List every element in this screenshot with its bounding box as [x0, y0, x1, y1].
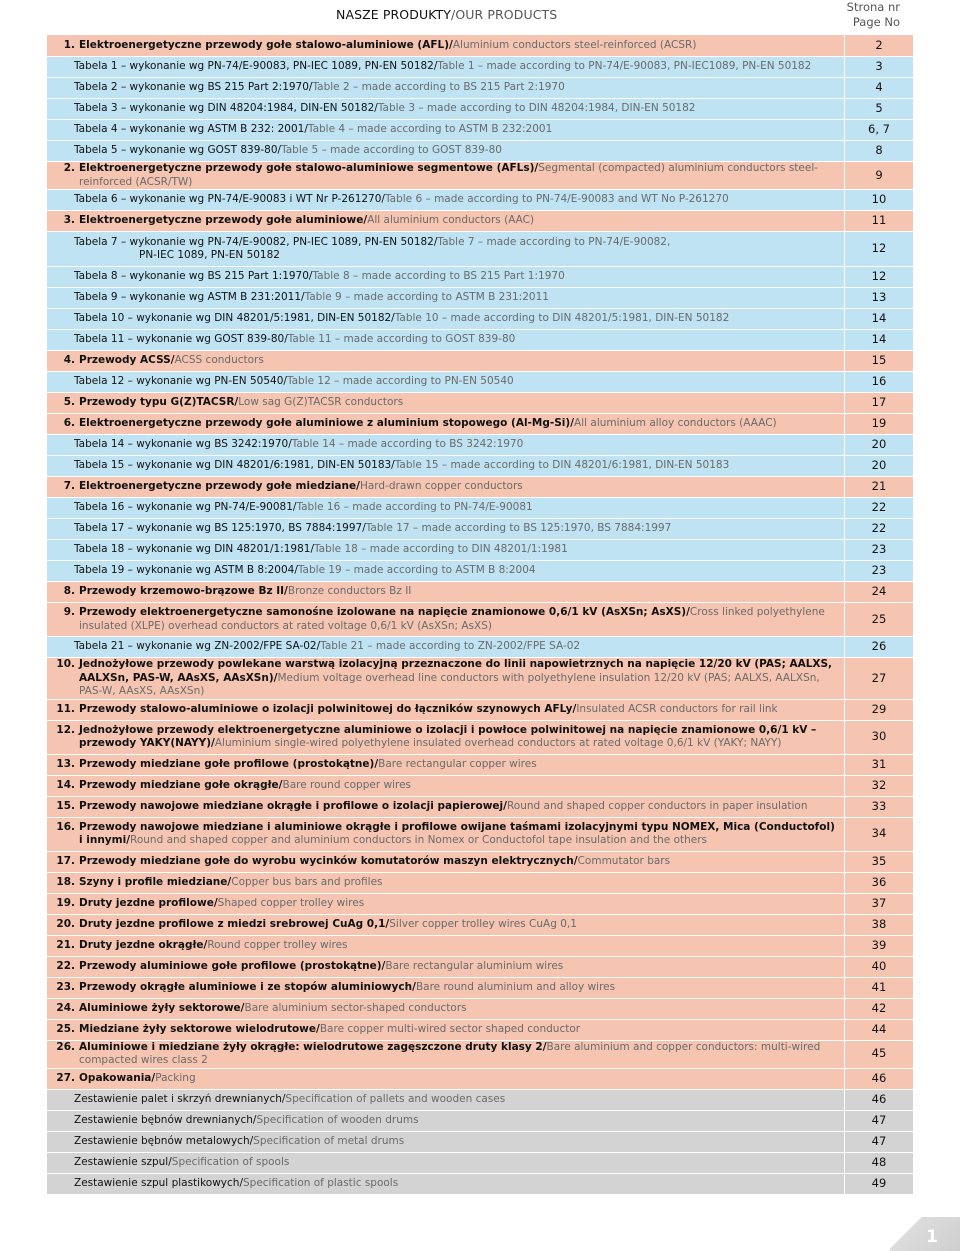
- entry-title-pl: Tabela 5 – wykonanie wg GOST 839-80/: [74, 144, 282, 157]
- entry-title-en: Commutator bars: [577, 854, 671, 867]
- toc-entry-text: [47, 211, 845, 232]
- entry-title-pl: Druty jezdne okrągłe/: [79, 938, 208, 951]
- toc-entry-text: [47, 914, 845, 935]
- entry-title-pl: Zestawienie bębnów drewnianych/: [74, 1113, 257, 1126]
- page-number-cell: 13: [845, 288, 914, 309]
- section-number: 24.: [56, 1001, 75, 1014]
- toc-body: [47, 35, 914, 1195]
- page-number-cell: 45: [845, 1040, 914, 1068]
- entry-title-en: Aluminium conductors steel-reinforced (ACSR): [452, 38, 697, 51]
- toc-entry-text: [47, 435, 845, 456]
- entry-title-pl: Przewody aluminiowe gołe profilowe (prostokątne)/: [79, 959, 386, 972]
- entry-title-en: Copper bus bars and profiles: [231, 875, 383, 888]
- toc-section-row[interactable]: [47, 872, 914, 893]
- entry-title-pl: Szyny i profile miedziane/: [79, 875, 232, 888]
- toc-section-row[interactable]: [47, 211, 914, 232]
- entry-title-pl: Przewody nawojowe miedziane i aluminiowe okrągłe i profilowe owijane taśmami izolacyjnymi typu NOMEX, Mica (Conductofol) i innymi/: [79, 820, 835, 846]
- section-number: 5.: [63, 396, 75, 409]
- toc-section-row[interactable]: [47, 658, 914, 700]
- page-number-cell: 26: [845, 637, 914, 658]
- section-number: 21.: [56, 938, 75, 951]
- page-number-cell: 37: [845, 893, 914, 914]
- toc-table-row[interactable]: [47, 540, 914, 561]
- section-number: 23.: [56, 980, 75, 993]
- toc-entry-text: [47, 603, 845, 637]
- section-number: 26.: [56, 1040, 75, 1053]
- entry-title-en: Table 5 – made according to GOST 839-80: [281, 144, 502, 157]
- toc-section-row[interactable]: [47, 977, 914, 998]
- entry-title-pl: Tabela 15 – wykonanie wg DIN 48201/6:1981, DIN-EN 50183/: [74, 459, 395, 472]
- toc-entry-text: [47, 1068, 845, 1089]
- toc-section-row[interactable]: [47, 893, 914, 914]
- page-number-cell: 46: [845, 1068, 914, 1089]
- entry-title-en: Table 15 – made according to DIN 48201/6:1981, DIN-EN 50183: [394, 459, 730, 472]
- page-number-cell: 6, 7: [845, 120, 914, 141]
- entry-title-en: Table 19 – made according to ASTM B 8:2004: [297, 564, 536, 577]
- entry-title-pl: Zestawienie szpul plastikowych/: [74, 1176, 243, 1189]
- entry-title-pl: Druty jezdne profilowe z miedzi srebrowej CuAg 0,1/: [79, 917, 390, 930]
- footer-page-number: 1: [926, 1227, 938, 1247]
- toc-entry-text: [47, 998, 845, 1019]
- section-number: 15.: [56, 799, 75, 812]
- entry-title-pl: Tabela 14 – wykonanie wg BS 3242:1970/: [74, 438, 292, 451]
- toc-table-row[interactable]: [47, 561, 914, 582]
- toc-entry-text: [47, 120, 845, 141]
- section-number: 9.: [63, 606, 75, 618]
- entry-title-en: Table 6 – made according to PN-74/E-90083 and WT No P-261270: [384, 193, 729, 206]
- entry-title-pl: Przewody elektroenergetyczne samonośne izolowane na napięcie znamionowe 0,6/1 kV (AsXSn; AsXS)/: [79, 606, 690, 618]
- toc-table-row[interactable]: [47, 637, 914, 658]
- toc-section-row[interactable]: [47, 1040, 914, 1068]
- toc-entry-text: [47, 540, 845, 561]
- page-number-cell: 30: [845, 720, 914, 754]
- page-number-header: [847, 0, 900, 30]
- entry-title-pl-continued: PN-IEC 1089, PN-EN 50182: [139, 249, 280, 261]
- page-number-cell: 14: [845, 330, 914, 351]
- toc-entry-text: [47, 498, 845, 519]
- page-number-cell: 23: [845, 540, 914, 561]
- page-number-cell: 4: [845, 78, 914, 99]
- toc-section-row[interactable]: [47, 393, 914, 414]
- toc-packing-row[interactable]: [47, 1152, 914, 1173]
- entry-title-en: Table 10 – made according to DIN 48201/5:1981, DIN-EN 50182: [394, 312, 730, 325]
- toc-entry-text: [47, 267, 845, 288]
- toc-entry-text: [47, 1173, 845, 1194]
- section-number: 14.: [56, 778, 75, 791]
- entry-title-en: Cross linked polyethylene insulated (XLPE) overhead conductors at rated voltage 0,6/1 kV (AsXSn; AsXS): [79, 606, 825, 632]
- entry-title-en: Table 11 – made according to GOST 839-80: [287, 333, 516, 346]
- entry-title-pl: Elektroenergetyczne przewody gołe aluminiowe/: [79, 214, 368, 227]
- page-number-cell: 8: [845, 141, 914, 162]
- section-number: 20.: [56, 917, 75, 930]
- toc-entry-text: [47, 956, 845, 977]
- entry-title-en: Silver copper trolley wires CuAg 0,1: [389, 917, 577, 930]
- toc-entry-text: [47, 754, 845, 775]
- entry-title-en: Table 12 – made according to PN-EN 50540: [286, 375, 514, 388]
- entry-title-pl: Tabela 6 – wykonanie wg PN-74/E-90083 i WT Nr P-261270/: [74, 193, 385, 206]
- page-number-cell: 14: [845, 309, 914, 330]
- toc-entry-text: [47, 309, 845, 330]
- section-number: 25.: [56, 1022, 75, 1035]
- toc-entry-text: [47, 351, 845, 372]
- page-number-cell: 31: [845, 754, 914, 775]
- toc-packing-row[interactable]: [47, 1110, 914, 1131]
- entry-title-en: Hard-drawn copper conductors: [359, 480, 523, 493]
- entry-title-pl: Tabela 16 – wykonanie wg PN-74/E-90081/: [74, 501, 297, 514]
- page-number-cell: 2: [845, 35, 914, 57]
- entry-title-en: Table 8 – made according to BS 215 Part 1:1970: [312, 270, 565, 283]
- toc-entry-text: [47, 561, 845, 582]
- entry-title-pl: Tabela 3 – wykonanie wg DIN 48204:1984, DIN-EN 50182/: [74, 102, 378, 115]
- entry-title-en: Bare copper multi-wired sector shaped conductor: [319, 1022, 581, 1035]
- toc-entry-text: [47, 232, 845, 267]
- page-number-cell: 22: [845, 498, 914, 519]
- page-number-cell: 20: [845, 435, 914, 456]
- entry-title-en: Segmental (compacted) aluminium conductors steel-reinforced (ACSR/TW): [79, 162, 819, 188]
- entry-title-pl: Zestawienie bębnów metalowych/: [74, 1134, 254, 1147]
- section-number: 6.: [63, 417, 75, 430]
- page-number-cell: 27: [845, 658, 914, 700]
- toc-section-row[interactable]: [47, 935, 914, 956]
- toc-section-row[interactable]: [47, 956, 914, 977]
- page-corner-decoration: [890, 1217, 960, 1251]
- toc-packing-row[interactable]: [47, 1089, 914, 1110]
- toc-table-row[interactable]: [47, 330, 914, 351]
- entry-title-en: Specification of pallets and wooden cases: [285, 1092, 506, 1105]
- entry-title-en: Shaped copper trolley wires: [217, 896, 365, 909]
- entry-title-pl: Tabela 9 – wykonanie wg ASTM B 231:2011/: [74, 291, 305, 304]
- entry-title-en: Packing: [155, 1071, 196, 1084]
- toc-entry-text: [47, 99, 845, 120]
- page-header-title: [336, 7, 557, 22]
- entry-title-pl: Przewody typu G(Z)TACSR/: [79, 396, 239, 409]
- section-number: 27.: [56, 1071, 75, 1084]
- entry-title-en: Bare aluminium sector-shaped conductors: [244, 1001, 467, 1014]
- entry-title-pl: Elektroenergetyczne przewody gołe stalowo-aluminiowe (AFL)/: [79, 38, 453, 51]
- entry-title-pl: Tabela 19 – wykonanie wg ASTM B 8:2004/: [74, 564, 298, 577]
- entry-title-en: Bronze conductors Bz II: [287, 585, 412, 598]
- section-number: 12.: [56, 723, 75, 736]
- section-number: 10.: [56, 658, 75, 670]
- page-number-cell: 5: [845, 99, 914, 120]
- toc-entry-text: [47, 519, 845, 540]
- toc-entry-text: [47, 372, 845, 393]
- toc-entry-text: [47, 1019, 845, 1040]
- entry-title-en: Bare rectangular copper wires: [378, 757, 537, 770]
- entry-title-en: Aluminium single-wired polyethylene insulated overhead conductors at rated voltage 0,6/1 kV (YAKY; NAYY): [214, 737, 782, 749]
- entry-title-en: Table 18 – made according to DIN 48201/1:1981: [313, 543, 568, 556]
- toc-entry-text: [47, 393, 845, 414]
- toc-entry-text: [47, 162, 845, 190]
- toc-section-row[interactable]: [47, 914, 914, 935]
- entry-title-en: ACSS conductors: [174, 354, 264, 367]
- toc-entry-text: [47, 796, 845, 817]
- toc-entry-text: [47, 775, 845, 796]
- toc-entry-text: [47, 977, 845, 998]
- entry-title-en: Specification of wooden drums: [256, 1113, 419, 1126]
- page-number-cell: 32: [845, 775, 914, 796]
- section-number: 19.: [56, 896, 75, 909]
- page-number-cell: 35: [845, 851, 914, 872]
- toc-packing-row[interactable]: [47, 1131, 914, 1152]
- toc-section-row[interactable]: [47, 754, 914, 775]
- entry-title-en: Specification of plastic spools: [242, 1176, 399, 1189]
- entry-title-pl: Tabela 18 – wykonanie wg DIN 48201/1:1981/: [74, 543, 314, 556]
- toc-section-row[interactable]: [47, 351, 914, 372]
- entry-title-pl: Druty jezdne profilowe/: [79, 896, 218, 909]
- entry-title-en: Table 16 – made according to PN-74/E-90081: [296, 501, 533, 514]
- page-number-cell: 12: [845, 232, 914, 267]
- toc-entry-text: [47, 78, 845, 99]
- toc-entry-text: [47, 1089, 845, 1110]
- page-number-cell: 39: [845, 935, 914, 956]
- toc-entry-text: [47, 872, 845, 893]
- page-number-cell: 48: [845, 1152, 914, 1173]
- entry-title-en: Low sag G(Z)TACSR conductors: [238, 396, 404, 409]
- page-number-cell: 23: [845, 561, 914, 582]
- page-number-cell: 46: [845, 1089, 914, 1110]
- section-number: 7.: [63, 480, 75, 493]
- entry-title-pl: Elektroenergetyczne przewody gołe aluminiowe z aluminium stopowego (Al-Mg-Si)/: [79, 417, 575, 430]
- entry-title-en: All aluminium alloy conductors (AAAC): [574, 417, 777, 430]
- toc-table-row[interactable]: [47, 519, 914, 540]
- header-title-en: OUR PRODUCTS: [455, 7, 558, 22]
- page-number-cell: 47: [845, 1110, 914, 1131]
- entry-title-pl: Tabela 21 – wykonanie wg ZN-2002/FPE SA-02/: [74, 640, 321, 653]
- section-number: 13.: [56, 757, 75, 770]
- toc-packing-row[interactable]: [47, 1173, 914, 1194]
- entry-title-pl: Przewody nawojowe miedziane okrągłe i profilowe o izolacji papierowej/: [79, 799, 507, 812]
- entry-title-en: Table 4 – made according to ASTM B 232:2001: [307, 123, 553, 136]
- page-number-cell: 41: [845, 977, 914, 998]
- entry-title-en: Table 3 – made according to DIN 48204:1984, DIN-EN 50182: [377, 102, 696, 115]
- entry-title-pl: Tabela 8 – wykonanie wg BS 215 Part 1:1970/: [74, 270, 313, 283]
- toc-section-row[interactable]: [47, 414, 914, 435]
- page-number-cell: 36: [845, 872, 914, 893]
- entry-title-pl: Tabela 4 – wykonanie wg ASTM B 232: 2001/: [74, 123, 308, 136]
- toc-entry-text: [47, 456, 845, 477]
- section-number: 8.: [63, 585, 75, 598]
- page-number-cell: 49: [845, 1173, 914, 1194]
- toc-section-row[interactable]: [47, 851, 914, 872]
- entry-title-en: Round copper trolley wires: [207, 938, 348, 951]
- page-number-cell: 10: [845, 190, 914, 211]
- entry-title-pl: Zestawienie palet i skrzyń drewnianych/: [74, 1092, 286, 1105]
- page-number-cell: 16: [845, 372, 914, 393]
- page-number-cell: 25: [845, 603, 914, 637]
- toc-entry-text: [47, 141, 845, 162]
- page-number-cell: 24: [845, 582, 914, 603]
- entry-title-en: Bare aluminium and copper conductors: multi-wired compacted wires class 2: [79, 1040, 821, 1066]
- entry-title-en: Specification of spools: [171, 1155, 290, 1168]
- toc-table-row[interactable]: [47, 372, 914, 393]
- section-number: 2.: [63, 162, 75, 174]
- entry-title-en: Medium voltage overhead line conductors with polyethylene insulation 12/20 kV (PAS; AALXS, AALXSn, PAS-W, AAsXS, AAsXSn): [79, 671, 820, 697]
- toc-entry-text: [47, 190, 845, 211]
- toc-section-row[interactable]: [47, 603, 914, 637]
- section-number: 4.: [63, 354, 75, 367]
- entry-title-en: Table 21 – made according to ZN-2002/FPE SA-02: [320, 640, 581, 653]
- toc-entry-text: [47, 720, 845, 754]
- page-number-cell: 9: [845, 162, 914, 190]
- toc-entry-text: [47, 1131, 845, 1152]
- page-label-pl: Strona nr: [846, 0, 900, 14]
- toc-table-row[interactable]: [47, 232, 914, 267]
- toc-section-row[interactable]: [47, 775, 914, 796]
- toc-section-row[interactable]: [47, 35, 914, 57]
- entry-title-en: Table 2 – made according to BS 215 Part 2:1970: [312, 81, 565, 94]
- toc-table-row[interactable]: [47, 456, 914, 477]
- entry-title-en: Table 7 – made according to PN-74/E-90082,: [437, 235, 671, 248]
- entry-title-pl: Przewody miedziane gołe profilowe (prostokątne)/: [79, 757, 379, 770]
- toc-table-row[interactable]: [47, 141, 914, 162]
- entry-title-en: Table 9 – made according to ASTM B 231:2011: [304, 291, 549, 304]
- toc-section-row[interactable]: [47, 720, 914, 754]
- entry-title-pl: Elektroenergetyczne przewody gołe stalowo-aluminiowe segmentowe (AFLs)/: [79, 162, 539, 174]
- toc-entry-text: [47, 637, 845, 658]
- toc-section-row[interactable]: [47, 699, 914, 720]
- toc-entry-text: [47, 893, 845, 914]
- toc-entry-text: [47, 935, 845, 956]
- toc-table-row[interactable]: [47, 99, 914, 120]
- entry-title-pl: Przewody ACSS/: [79, 354, 175, 367]
- toc-table-row[interactable]: [47, 288, 914, 309]
- entry-title-en: All aluminium conductors (AAC): [367, 214, 535, 227]
- toc-section-row[interactable]: [47, 998, 914, 1019]
- entry-title-pl: Zestawienie szpul/: [74, 1155, 172, 1168]
- page-number-cell: 33: [845, 796, 914, 817]
- page-number-cell: 20: [845, 456, 914, 477]
- toc-entry-text: [47, 414, 845, 435]
- entry-title-pl: Przewody krzemowo-brązowe Bz II/: [79, 585, 288, 598]
- entry-title-pl: Przewody stalowo-aluminiowe o izolacji polwinitowej do łączników szynowych AFLy/: [79, 702, 577, 715]
- entry-title-pl: Przewody miedziane gołe do wyrobu wycinków komutatorów maszyn elektrycznych/: [79, 854, 578, 867]
- toc-entry-text: [47, 288, 845, 309]
- toc-entry-text: [47, 35, 845, 57]
- entry-title-pl: Tabela 2 – wykonanie wg BS 215 Part 2:1970/: [74, 81, 313, 94]
- entry-title-pl: Aluminiowe i miedziane żyły okrągłe: wielodrutowe zagęszczone druty klasy 2/: [79, 1040, 547, 1053]
- page-number-cell: 21: [845, 477, 914, 498]
- page-number-cell: 38: [845, 914, 914, 935]
- entry-title-pl: Opakowania/: [79, 1071, 156, 1084]
- entry-title-en: Round and shaped copper conductors in paper insulation: [506, 799, 808, 812]
- entry-title-en: Insulated ACSR conductors for rail link: [576, 702, 778, 715]
- entry-title-pl: Przewody okrągłe aluminiowe i ze stopów aluminiowych/: [79, 980, 416, 993]
- section-number: 17.: [56, 854, 75, 867]
- header-title-pl: NASZE PRODUKTY: [336, 7, 452, 22]
- toc-table-row[interactable]: [47, 120, 914, 141]
- toc-entry-text: [47, 851, 845, 872]
- entry-title-en: Round and shaped copper and aluminium conductors in Nomex or Conductofol tape insulation and the others: [130, 834, 708, 846]
- page-number-cell: 42: [845, 998, 914, 1019]
- entry-title-pl: Tabela 11 – wykonanie wg GOST 839-80/: [74, 333, 288, 346]
- page-number-cell: 40: [845, 956, 914, 977]
- page-number-cell: 47: [845, 1131, 914, 1152]
- page-number-cell: 29: [845, 699, 914, 720]
- entry-title-pl: Jednożyłowe przewody powlekane warstwą izolacyjną przeznaczone do linii napowietrznych na napięcie 12/20 kV (PAS; AALXS, AALXSn, PAS-W, AAsXS, AAsXSn)/: [79, 658, 833, 684]
- toc-entry-text: [47, 330, 845, 351]
- toc-entry-text: [47, 57, 845, 78]
- section-number: 1.: [63, 38, 75, 51]
- toc-section-row[interactable]: [47, 1068, 914, 1089]
- entry-title-pl: Miedziane żyły sektorowe wielodrutowe/: [79, 1022, 320, 1035]
- toc-entry-text: [47, 658, 845, 700]
- toc-table-row[interactable]: [47, 57, 914, 78]
- section-number: 22.: [56, 959, 75, 972]
- toc-section-row[interactable]: [47, 796, 914, 817]
- toc-table-row[interactable]: [47, 435, 914, 456]
- toc-entry-text: [47, 477, 845, 498]
- section-number: 11.: [56, 702, 75, 715]
- toc-entry-text: [47, 1152, 845, 1173]
- entry-title-pl: Tabela 12 – wykonanie wg PN-EN 50540/: [74, 375, 287, 388]
- page-number-cell: 15: [845, 351, 914, 372]
- toc-entry-text: [47, 582, 845, 603]
- table-of-contents: [46, 34, 914, 1195]
- section-number: 16.: [56, 820, 75, 833]
- page-label-en: Page No: [852, 15, 900, 29]
- toc-section-row[interactable]: [47, 1019, 914, 1040]
- page-number-cell: 17: [845, 393, 914, 414]
- toc-table-row[interactable]: [47, 190, 914, 211]
- entry-title-en: Bare rectangular aluminium wires: [385, 959, 564, 972]
- section-number: 18.: [56, 875, 75, 888]
- entry-title-pl: Tabela 17 – wykonanie wg BS 125:1970, BS 7884:1997/: [74, 522, 366, 535]
- entry-title-pl: Tabela 10 – wykonanie wg DIN 48201/5:1981, DIN-EN 50182/: [74, 312, 395, 325]
- header-title-separator: /: [451, 7, 456, 22]
- entry-title-en: Bare round aluminium and alloy wires: [415, 980, 616, 993]
- entry-title-pl: Tabela 1 – wykonanie wg PN-74/E-90083, PN-IEC 1089, PN-EN 50182/: [74, 60, 438, 73]
- entry-title-pl: Jednożyłowe przewody elektroenergetyczne aluminiowe o izolacji i powłoce polwinitowej na napięcie znamionowe 0,6/1 kV – przewody YAKY(NAYY)/: [79, 723, 817, 749]
- entry-title-en: Table 14 – made according to BS 3242:1970: [291, 438, 524, 451]
- page-number-cell: 19: [845, 414, 914, 435]
- page-number-cell: 44: [845, 1019, 914, 1040]
- toc-section-row[interactable]: [47, 477, 914, 498]
- section-number: 3.: [63, 214, 75, 227]
- toc-table-row[interactable]: [47, 498, 914, 519]
- toc-entry-text: [47, 817, 845, 851]
- toc-section-row[interactable]: [47, 162, 914, 190]
- toc-entry-text: [47, 1040, 845, 1068]
- entry-title-en: Specification of metal drums: [253, 1134, 405, 1147]
- toc-table-row[interactable]: [47, 309, 914, 330]
- entry-title-en: Table 17 – made according to BS 125:1970, BS 7884:1997: [365, 522, 672, 535]
- entry-title-pl: Tabela 7 – wykonanie wg PN-74/E-90082, PN-IEC 1089, PN-EN 50182/: [74, 235, 438, 248]
- toc-entry-text: [47, 1110, 845, 1131]
- entry-title-en: Bare round copper wires: [282, 778, 412, 791]
- page-number-cell: 12: [845, 267, 914, 288]
- toc-table-row[interactable]: [47, 267, 914, 288]
- entry-title-pl: Przewody miedziane gołe okrągłe/: [79, 778, 283, 791]
- page-number-cell: 22: [845, 519, 914, 540]
- toc-section-row[interactable]: [47, 582, 914, 603]
- entry-title-en: Table 1 – made according to PN-74/E-90083, PN-IEC1089, PN-EN 50182: [437, 60, 812, 73]
- entry-title-pl: Aluminiowe żyły sektorowe/: [79, 1001, 245, 1014]
- toc-entry-text: [47, 699, 845, 720]
- toc-section-row[interactable]: [47, 817, 914, 851]
- page-number-cell: 3: [845, 57, 914, 78]
- entry-title-pl: Elektroenergetyczne przewody gołe miedziane/: [79, 480, 360, 493]
- page-number-cell: 11: [845, 211, 914, 232]
- page-number-cell: 34: [845, 817, 914, 851]
- toc-table-row[interactable]: [47, 78, 914, 99]
